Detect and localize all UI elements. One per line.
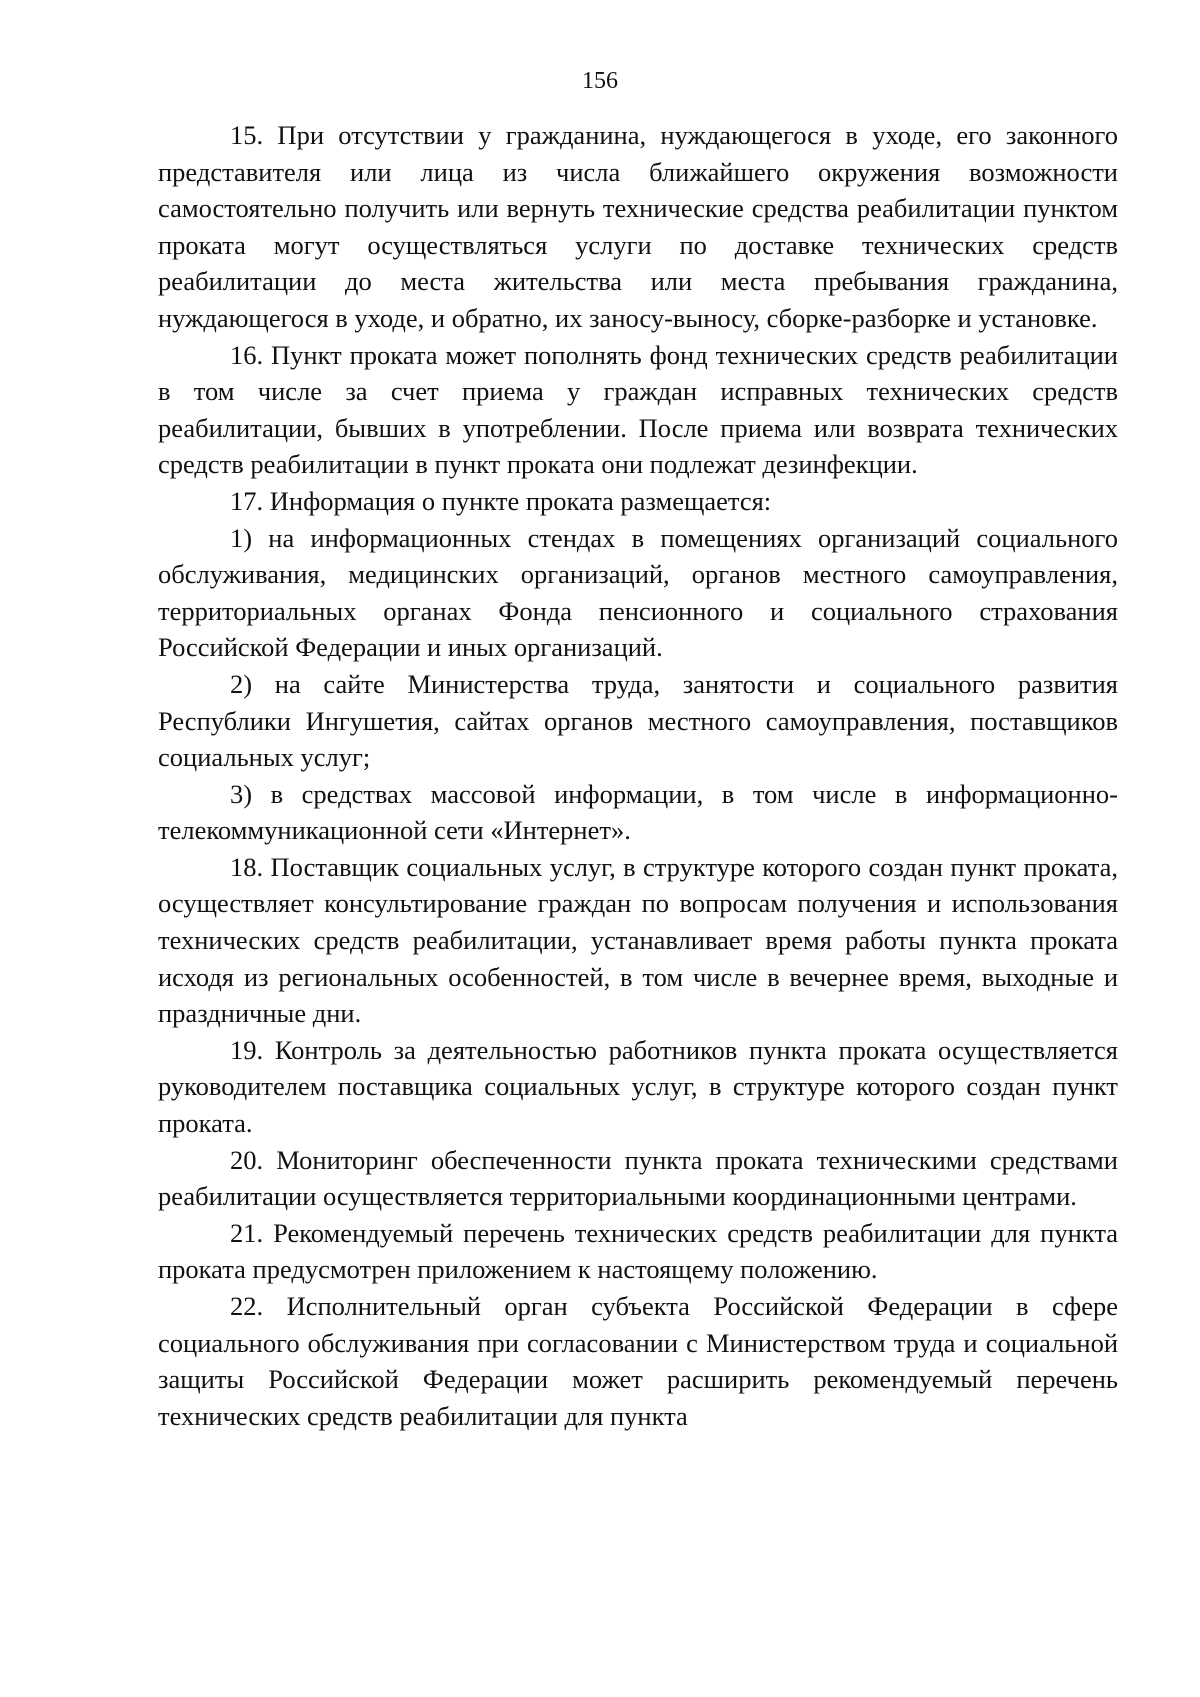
document-body	[158, 117, 1118, 1434]
page-number: 156	[582, 68, 618, 94]
paragraph-18: 18. Поставщик социальных услуг, в структуре которого создан пункт проката, осуществляет консультирование граждан по вопросам получения и использования технических средств реабилитации, устанавливает время работы пункта проката исходя из региональных особенностей, в том числе в вечернее время, выходные и праздничные дни.	[158, 851, 1118, 1029]
paragraph-15: 15. При отсутствии у гражданина, нуждающегося в уходе, его законного представителя или лица из числа ближайшего окружения возможности самостоятельно получить или вернуть технические средства реабилитации пунктом проката могут осуществляться услуги по доставке технических средств реабилитации до места жительства или места пребывания гражданина, нуждающегося в уходе, и обратно, их заносу-выносу, сборке-разборке и установке.	[158, 120, 1118, 333]
list-item-3: 3) в средствах массовой информации, в том числе в информационно-телекоммуникационной сети «Интернет».	[158, 778, 1118, 846]
paragraph-21: 21. Рекомендуемый перечень технических средств реабилитации для пункта проката предусмотрен приложением к настоящему положению.	[158, 1217, 1118, 1285]
paragraph-16: 16. Пункт проката может пополнять фонд технических средств реабилитации в том числе за счет приема у граждан исправных технических средств реабилитации, бывших в употреблении. После приема или возврата технических средств реабилитации в пункт проката они подлежат дезинфекции.	[158, 339, 1118, 480]
paragraph-17: 17. Информация о пункте проката размещается:	[230, 485, 772, 516]
paragraph-22: 22. Исполнительный орган субъекта Российской Федерации в сфере социального обслуживания при согласовании с Министерством труда и социальной защиты Российской Федерации может расширить рекомендуемый перечень технических средств реабилитации для пункта	[158, 1291, 1118, 1431]
paragraph-20: 20. Мониторинг обеспеченности пункта проката техническими средствами реабилитации осуществляется территориальными координационными центрами.	[158, 1144, 1118, 1212]
list-item-2: 2) на сайте Министерства труда, занятости и социального развития Республики Ингушетия, сайтах органов местного самоуправления, поставщиков социальных услуг;	[158, 668, 1118, 773]
list-item-1: 1) на информационных стендах в помещениях организаций социального обслуживания, медицинских организаций, органов местного самоуправления, территориальных органах Фонда пенсионного и социального страхования Российской Федерации и иных организаций.	[158, 522, 1118, 663]
paragraph-19: 19. Контроль за деятельностью работников пункта проката осуществляется руководителем поставщика социальных услуг, в структуре которого создан пункт проката.	[158, 1034, 1118, 1139]
